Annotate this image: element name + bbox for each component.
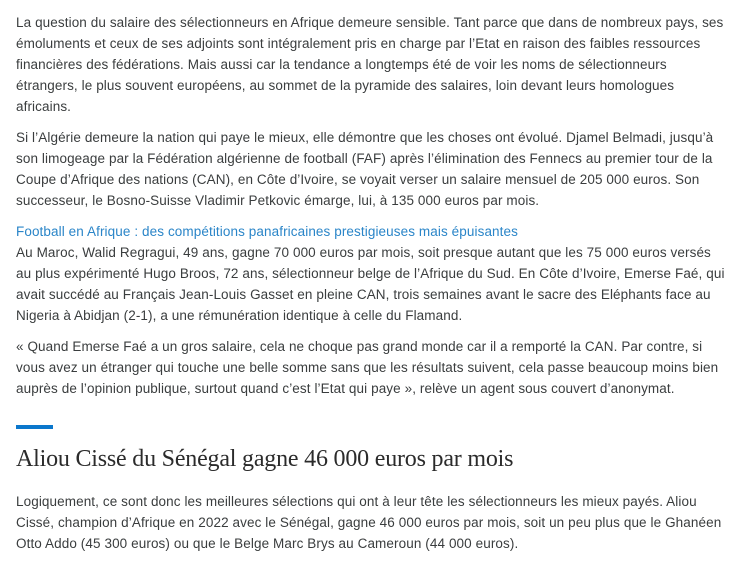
section-accent-bar (16, 425, 53, 429)
intro-paragraph-1: La question du salaire des sélectionneurs en Afrique demeure sensible. Tant parce que dans de nombreux pays, ses émoluments et ceux de ses adjoints sont intégralement pris en charge par l’Etat en raison des faibles ressources financières des fédérations. Mais aussi car la tendance a longtemps été de voir les noms de sélectionneurs étrangers, le plus souvent européens, au sommet de la pyramide des salaires, loin devant leurs homologues africains. (16, 15, 724, 114)
section-heading: Aliou Cissé du Sénégal gagne 46 000 euros par mois (16, 446, 514, 472)
quote-paragraph: « Quand Emerse Faé a un gros salaire, cela ne choque pas grand monde car il a remporté la CAN. Par contre, si vous avez un étranger qui touche une belle somme sans que les résultats suivent, cela passe beaucoup moins bien auprès de l’opinion publique, surtout quand c’est l’Etat qui paye », relève un agent sous couvert d’anonymat. (16, 339, 719, 396)
section-paragraph-1: Logiquement, ce sont donc les meilleures sélections qui ont à leur tête les sélectionneurs les mieux payés. Aliou Cissé, champion d’Afrique en 2022 avec le Sénégal, gagne 46 000 euros par mois, soit un peu plus que le Ghanéen Otto Addo (45 300 euros) ou que le Belge Marc Brys au Cameroun (44 000 euros). (16, 494, 722, 551)
intro-paragraph-2: Si l’Algérie demeure la nation qui paye le mieux, elle démontre que les choses ont évolué. Djamel Belmadi, jusqu’à son limogeage par la Fédération algérienne de football (FAF) après l’élimination des Fennecs au premier tour de la Coupe d’Afrique des nations (CAN), en Côte d’Ivoire, se voyait verser un salaire mensuel de 205 000 euros. Son successeur, le Bosno-Suisse Vladimir Petkovic émarge, lui, à 135 000 euros par mois. (16, 130, 714, 208)
section-break (16, 425, 728, 474)
salaries-paragraph: Au Maroc, Walid Regragui, 49 ans, gagne 70 000 euros par mois, soit presque autant que les 75 000 euros versés au plus expérimenté Hugo Broos, 72 ans, sélectionneur belge de l’Afrique du Sud. En Côte d’Ivoire, Emerse Faé, qui avait succédé au Français Jean-Louis Gasset en pleine CAN, trois semaines avant le sacre des Eléphants face au Nigeria à Abidjan (2-1), a une rémunération identique à celle du Flamand. (16, 245, 725, 323)
related-article-link[interactable]: Football en Afrique : des compétitions panafricaines prestigieuses mais épuisantes (16, 224, 518, 239)
paragraph-with-related-link (16, 221, 728, 326)
